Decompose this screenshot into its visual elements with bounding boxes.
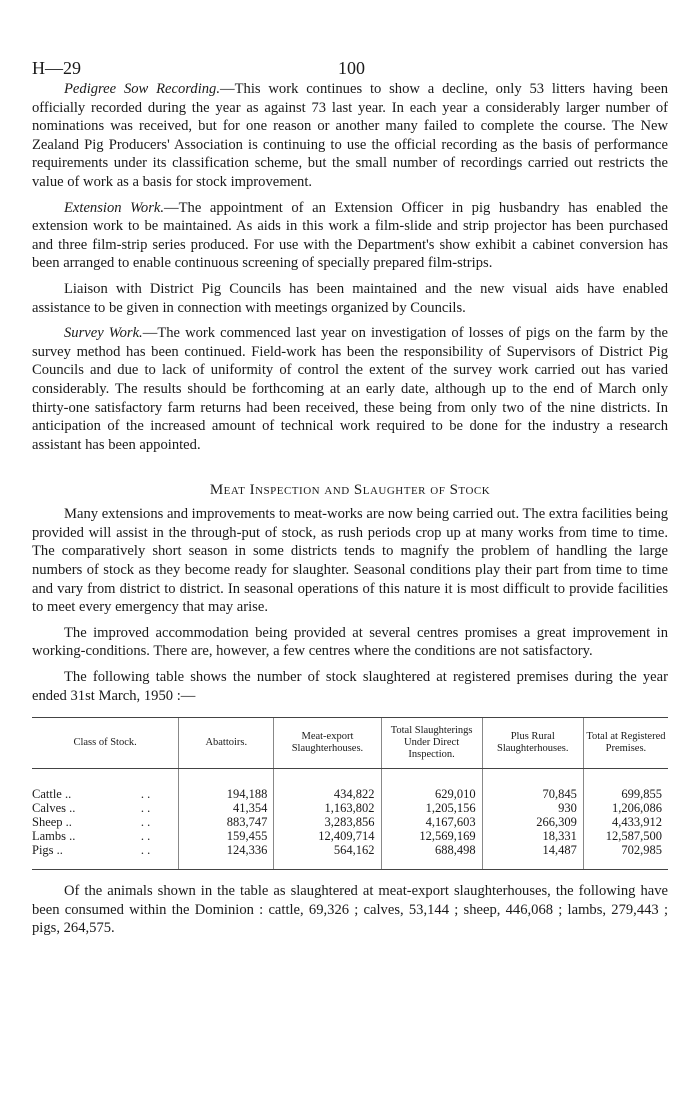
- table-row: [32, 815, 668, 829]
- cell-total-under: 629,010: [381, 787, 482, 801]
- table-row: [32, 787, 668, 801]
- paragraph-pedigree-sow: [32, 80, 668, 192]
- cell-class: [32, 815, 179, 829]
- table-spacer-row: [32, 769, 668, 788]
- cell-total-under: 688,498: [381, 843, 482, 870]
- cell-plus-rural: 266,309: [482, 815, 583, 829]
- cell-abattoirs: 159,455: [179, 829, 274, 843]
- cell-meat-export: 3,283,856: [274, 815, 381, 829]
- document-page: [32, 0, 668, 945]
- cell-total-under: 12,569,169: [381, 829, 482, 843]
- header-total-under-inspection: Total Slaughterings Under Direct Inspection.: [381, 718, 482, 769]
- header-abattoirs: Abattoirs.: [179, 718, 274, 769]
- section-heading: Meat Inspection and Slaughter of Stock: [209, 482, 491, 499]
- cell-plus-rural: 18,331: [482, 829, 583, 843]
- paragraph-lead: Extension Work.: [64, 199, 165, 216]
- cell-class: [32, 801, 179, 815]
- header-meat-export: Meat-export Slaughterhouses.: [274, 718, 381, 769]
- cell-class: [32, 829, 179, 843]
- leader-dots: . .: [140, 787, 151, 802]
- paragraph-lead: Pedigree Sow Recording.: [64, 81, 221, 97]
- cell-total-registered: 1,206,086: [583, 801, 668, 815]
- stock-slaughter-table: [32, 717, 668, 870]
- paragraph-consumed-within-dominion: Of the animals shown in the table as slaughtered at meat-export slaughterhouses, the following have been consumed within the Dominion : cattle, 69,326 ; calves, 53,144 ; sheep, 446,068 ; lambs, 279,443 ; pigs, 264,575.: [32, 883, 668, 937]
- cell-plus-rural: 930: [482, 801, 583, 815]
- cell-total-registered: 699,855: [583, 787, 668, 801]
- leader-dots: . .: [140, 843, 151, 858]
- cell-total-registered: 4,433,912: [583, 815, 668, 829]
- cell-total-registered: 702,985: [583, 843, 668, 870]
- cell-meat-export: 12,409,714: [274, 829, 381, 843]
- table-header-row: [32, 718, 668, 769]
- paragraph-text: —The work commenced last year on investigation of losses of pigs on the farm by the survey method has been continued. Field-work has been the responsibility of Supervisors of District Pig Councils and due to lack of uniformity of control the extent of the survey work carried out has varied considerably. The results should be forthcoming at an early date, although up to the end of March only thirty-one satisfactory farm returns had been received, these being from only two of the nine districts. In anticipation of the increased amount of technical work required to be done for the industry a research assistant has been appointed.: [32, 325, 668, 453]
- leader-dots: . .: [140, 829, 151, 844]
- page-header: [32, 0, 668, 80]
- leader-dots: . .: [140, 801, 151, 816]
- cell-class: [32, 787, 179, 801]
- class-label: Lambs ..: [32, 829, 76, 844]
- cell-total-under: 4,167,603: [381, 815, 482, 829]
- paragraph-text: —The appointment of an Extension Officer in pig husbandry has enabled the extension work to be maintained. As aids in this work a film-slide and strip projector has been purchased and three film-strip series produced. For use with the Department's show exhibit a cabinet conversion has been arranged to enable continuous screening of specially prepared film-strips.: [32, 199, 668, 272]
- leader-dots: . .: [140, 815, 151, 830]
- cell-plus-rural: 70,845: [482, 787, 583, 801]
- header-class-of-stock: Class of Stock.: [32, 718, 179, 769]
- cell-meat-export: 434,822: [274, 787, 381, 801]
- document-reference: H—29: [32, 58, 81, 78]
- table-row: [32, 801, 668, 815]
- paragraph-liaison: Liaison with District Pig Councils has been maintained and the new visual aids have enabled assistance to be given in connection with meetings organized by Councils.: [32, 280, 668, 316]
- header-plus-rural: Plus Rural Slaughterhouses.: [482, 718, 583, 769]
- cell-abattoirs: 883,747: [179, 815, 274, 829]
- class-label: Sheep ..: [32, 815, 72, 830]
- cell-meat-export: 1,163,802: [274, 801, 381, 815]
- paragraph-lead: Survey Work.: [64, 325, 143, 342]
- paragraph-extension-work: [32, 199, 668, 273]
- paragraph-text: —This work continues to show a decline, only 53 litters having been officially recorded during the year as against 73 last year. In each year a considerably larger number of nominations was received, but for one reason or another many failed to complete the course. The New Zealand Pig Producers' Association is continuing to use the official recording as the basis of performance requirements under its classification scheme, but the small number of recordings carried out restricts the value of work as a basis for stock improvement.: [32, 81, 669, 190]
- paragraph-improved-accommodation: The improved accommodation being provided at several centres promises a great improvement in working-conditions. There are, however, a few centres where the conditions are not satisfactory.: [32, 624, 668, 660]
- cell-class: [32, 843, 179, 870]
- cell-total-under: 1,205,156: [381, 801, 482, 815]
- paragraph-table-intro: The following table shows the number of stock slaughtered at registered premises during the year ended 31st March, 1950 :—: [32, 669, 668, 704]
- paragraph-extensions: Many extensions and improvements to meat-works are now being carried out. The extra facilities being provided will assist in the through-put of stock, as rush periods crop up at many works from time to time. The comparatively short season in some districts tends to magnify the problem of handling the large numbers of stock as they become ready for slaughter. Seasonal conditions play their part from time to time and vary from district to district. In seasonal operations of this nature it is most difficult to provide facilities to meet every emergency that may arise.: [32, 506, 668, 616]
- cell-plus-rural: 14,487: [482, 843, 583, 870]
- table-row: [32, 843, 668, 870]
- cell-abattoirs: 124,336: [179, 843, 274, 870]
- paragraph-survey-work: [32, 324, 668, 454]
- class-label: Pigs ..: [32, 843, 63, 858]
- table-row: [32, 829, 668, 843]
- class-label: Cattle ..: [32, 787, 72, 802]
- cell-total-registered: 12,587,500: [583, 829, 668, 843]
- cell-meat-export: 564,162: [274, 843, 381, 870]
- page-number: 100: [338, 58, 365, 78]
- cell-abattoirs: 194,188: [179, 787, 274, 801]
- class-label: Calves ..: [32, 801, 76, 816]
- cell-abattoirs: 41,354: [179, 801, 274, 815]
- header-total-registered: Total at Registered Premises.: [583, 718, 668, 769]
